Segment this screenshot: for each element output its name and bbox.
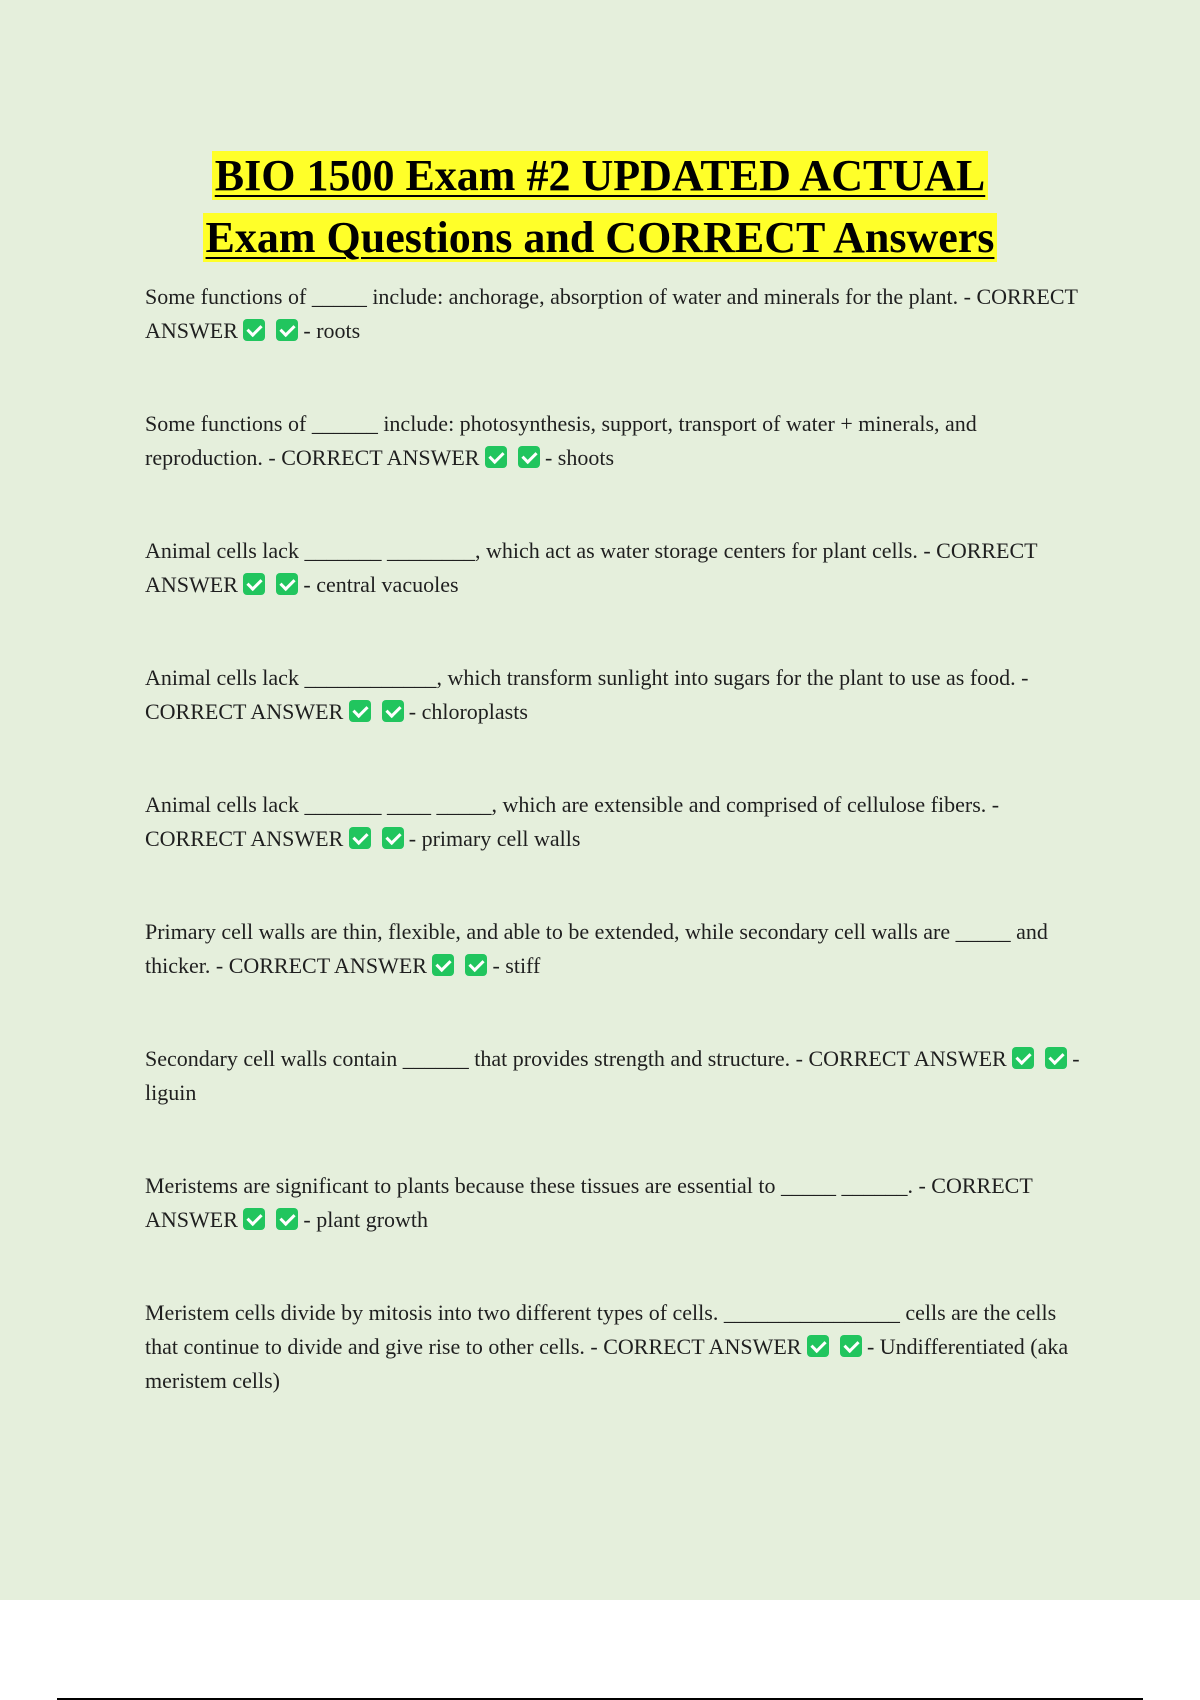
question-text: Animal cells lack _______ ____ _____, which are extensible and comprised of cellulose fibers. - CORRECT ANSWER	[145, 792, 1000, 851]
checkmark-icon	[276, 573, 298, 595]
checkmark-icon	[807, 1335, 829, 1357]
checkmark-icon	[382, 700, 404, 722]
answer-text: - chloroplasts	[408, 699, 528, 724]
answer-text: - primary cell walls	[408, 826, 581, 851]
question-text: Meristems are significant to plants because these tissues are essential to _____ ______. - CORRECT ANSWER	[145, 1173, 1033, 1232]
checkmark-icon	[276, 1208, 298, 1230]
answer-text: - roots	[303, 318, 361, 343]
answer-text: - liguin	[145, 1046, 1080, 1105]
checkmark-icon	[840, 1335, 862, 1357]
qa-list	[145, 280, 1090, 1457]
checkmark-icon	[349, 827, 371, 849]
checkmark-icon	[243, 1208, 265, 1230]
checkmark-icon	[1045, 1047, 1067, 1069]
qa-item	[145, 1042, 1090, 1110]
answer-text: - plant growth	[303, 1207, 429, 1232]
checkmark-icon	[465, 954, 487, 976]
title-line-1: BIO 1500 Exam #2 UPDATED ACTUAL	[212, 151, 988, 200]
qa-item	[145, 280, 1090, 348]
qa-item	[145, 1296, 1090, 1398]
checkmark-icon	[276, 319, 298, 341]
qa-item	[145, 534, 1090, 602]
checkmark-icon	[349, 700, 371, 722]
question-text: Secondary cell walls contain ______ that provides strength and structure. - CORRECT ANSWER	[145, 1046, 1007, 1071]
checkmark-icon	[485, 446, 507, 468]
title-line-2: Exam Questions and CORRECT Answers	[203, 213, 998, 262]
question-text: Meristem cells divide by mitosis into two different types of cells. ________________ cells are the cells that continue to divide and give rise to other cells. - CORRECT ANSWER	[145, 1300, 1057, 1359]
checkmark-icon	[518, 446, 540, 468]
checkmark-icon	[243, 319, 265, 341]
question-text: Some functions of ______ include: photosynthesis, support, transport of water + minerals, and reproduction. - CORRECT ANSWER	[145, 411, 977, 470]
qa-item	[145, 407, 1090, 475]
qa-item	[145, 915, 1090, 983]
page-title	[0, 145, 1200, 269]
checkmark-icon	[432, 954, 454, 976]
checkmark-icon	[1012, 1047, 1034, 1069]
question-text: Some functions of _____ include: anchorage, absorption of water and minerals for the plant. - CORRECT ANSWER	[145, 284, 1078, 343]
answer-text: - stiff	[492, 953, 541, 978]
checkmark-icon	[243, 573, 265, 595]
qa-item	[145, 661, 1090, 729]
answer-text: - central vacuoles	[303, 572, 459, 597]
qa-item	[145, 1169, 1090, 1237]
qa-item	[145, 788, 1090, 856]
answer-text: - shoots	[544, 445, 615, 470]
question-text: Animal cells lack _______ ________, which act as water storage centers for plant cells. - CORRECT ANSWER	[145, 538, 1038, 597]
question-text: Animal cells lack ____________, which transform sunlight into sugars for the plant to use as food. - CORRECT ANSWER	[145, 665, 1029, 724]
checkmark-icon	[382, 827, 404, 849]
answer-text: - Undifferentiated (aka meristem cells)	[145, 1334, 1069, 1393]
question-text: Primary cell walls are thin, flexible, and able to be extended, while secondary cell walls are _____ and thicker. - CORRECT ANSWER	[145, 919, 1048, 978]
